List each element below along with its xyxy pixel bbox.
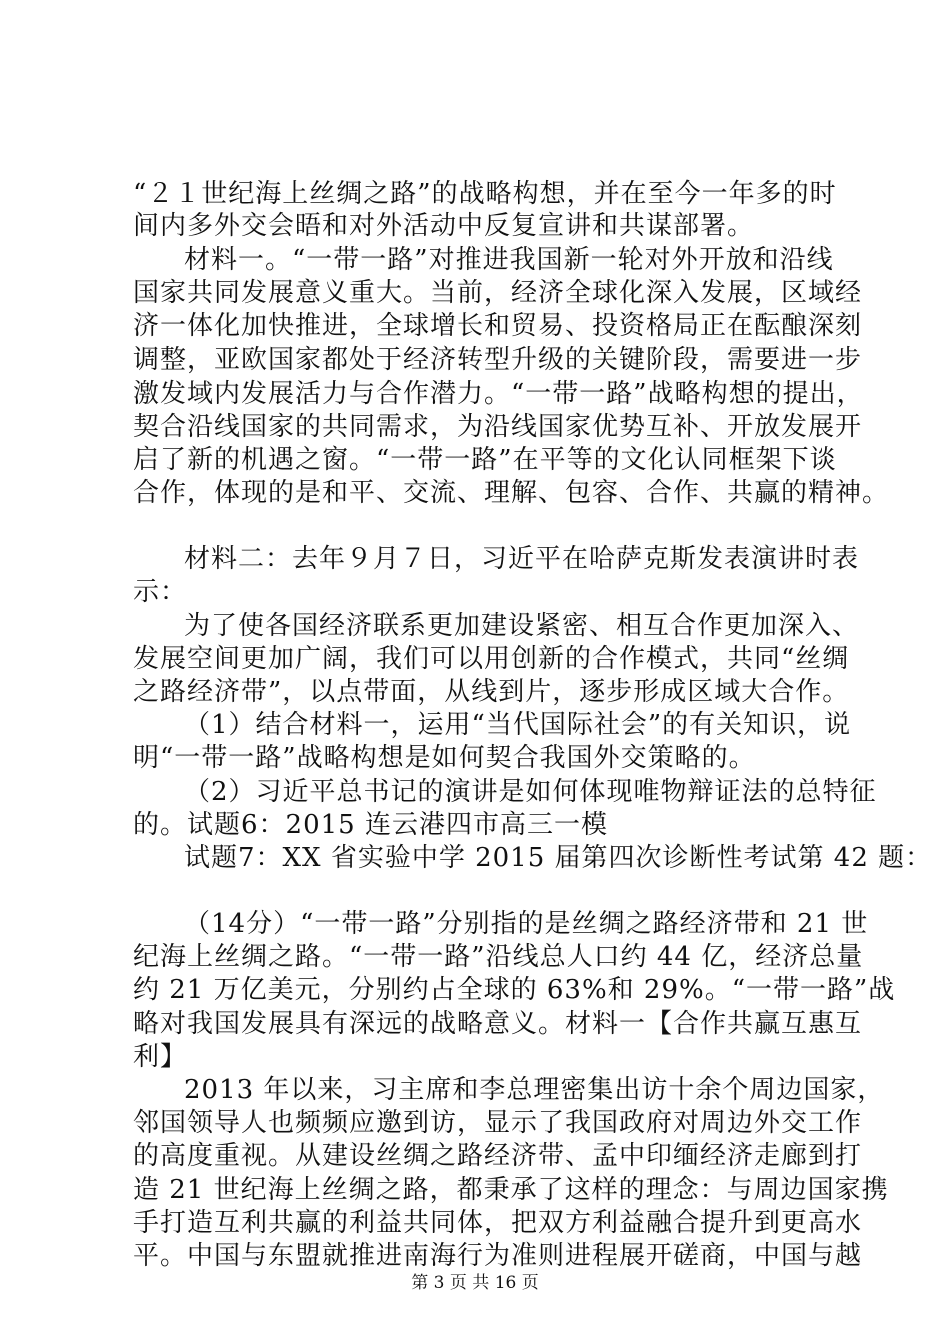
text-line: 激发域内发展活力与合作潜力。“一带一路”战略构想的提出， bbox=[133, 379, 864, 409]
text-line: （14分）“一带一路”分别指的是丝绸之路经济带和 21 世 bbox=[184, 909, 869, 939]
text-line: 的高度重视。从建设丝绸之路经济带、孟中印缅经济走廊到打 bbox=[133, 1141, 863, 1171]
text-line: 试题7：XX 省实验中学 2015 届第四次诊断性考试第 42 题： bbox=[184, 843, 933, 873]
page-number-footer: 第 3 页 共 16 页 bbox=[411, 1273, 539, 1293]
text-line: 2013 年以来，习主席和李总理密集出访十余个周边国家， bbox=[184, 1075, 885, 1105]
text-line: （2）习近平总书记的演讲是如何体现唯物辩证法的总特征 bbox=[184, 777, 877, 807]
text-line: 平。中国与东盟就推进南海行为准则进程展开磋商，中国与越 bbox=[133, 1241, 863, 1271]
text-line: 之路经济带”，以点带面，从线到片，逐步形成区域大合作。 bbox=[133, 677, 850, 707]
text-line: 合作，体现的是和平、交流、理解、包容、合作、共赢的精神。 bbox=[133, 478, 890, 508]
text-line: 示： bbox=[133, 577, 188, 607]
text-line: “２１世纪海上丝绸之路”的战略构想，并在至今一年多的时 bbox=[133, 179, 837, 209]
text-line: 启了新的机遇之窗。“一带一路”在平等的文化认同框架下谈 bbox=[133, 445, 837, 475]
text-line: 的。试题6：2015 连云港四市高三一模 bbox=[133, 810, 608, 840]
text-line: （1）结合材料一，运用“当代国际社会”的有关知识，说 bbox=[184, 710, 852, 740]
text-line: 利】 bbox=[133, 1042, 188, 1072]
text-line: 邻国领导人也频频应邀到访，显示了我国政府对周边外交工作 bbox=[133, 1108, 863, 1138]
text-line: 材料二：去年９月７日，习近平在哈萨克斯发表演讲时表 bbox=[184, 544, 860, 574]
text-line: 间内多外交会晤和对外活动中反复宣讲和共谋部署。 bbox=[133, 211, 755, 241]
text-line: 造 21 世纪海上丝绸之路，都秉承了这样的理念：与周边国家携 bbox=[133, 1175, 889, 1205]
text-line: 约 21 万亿美元，分别约占全球的 63%和 29%。“一带一路”战 bbox=[133, 975, 896, 1005]
text-line: 发展空间更加广阔，我们可以用创新的合作模式，共同“丝绸 bbox=[133, 644, 850, 674]
text-line: 契合沿线国家的共同需求，为沿线国家优势互补、开放发展开 bbox=[133, 412, 863, 442]
text-line: 济一体化加快推进，全球增长和贸易、投资格局正在酝酿深刻 bbox=[133, 311, 863, 341]
text-line: 手打造互利共赢的利益共同体，把双方利益融合提升到更高水 bbox=[133, 1208, 863, 1238]
text-line: 国家共同发展意义重大。当前，经济全球化深入发展，区域经 bbox=[133, 278, 863, 308]
text-line: 明“一带一路”战略构想是如何契合我国外交策略的。 bbox=[133, 743, 756, 773]
text-line: 为了使各国经济联系更加建设紧密、相互合作更加深入、 bbox=[184, 611, 860, 641]
text-line: 略对我国发展具有深远的战略意义。材料一【合作共赢互惠互 bbox=[133, 1009, 863, 1039]
text-line: 纪海上丝绸之路。“一带一路”沿线总人口约 44 亿，经济总量 bbox=[133, 942, 864, 972]
text-line: 调整，亚欧国家都处于经济转型升级的关键阶段，需要进一步 bbox=[133, 345, 863, 375]
text-line: 材料一。“一带一路”对推进我国新一轮对外开放和沿线 bbox=[184, 245, 834, 275]
